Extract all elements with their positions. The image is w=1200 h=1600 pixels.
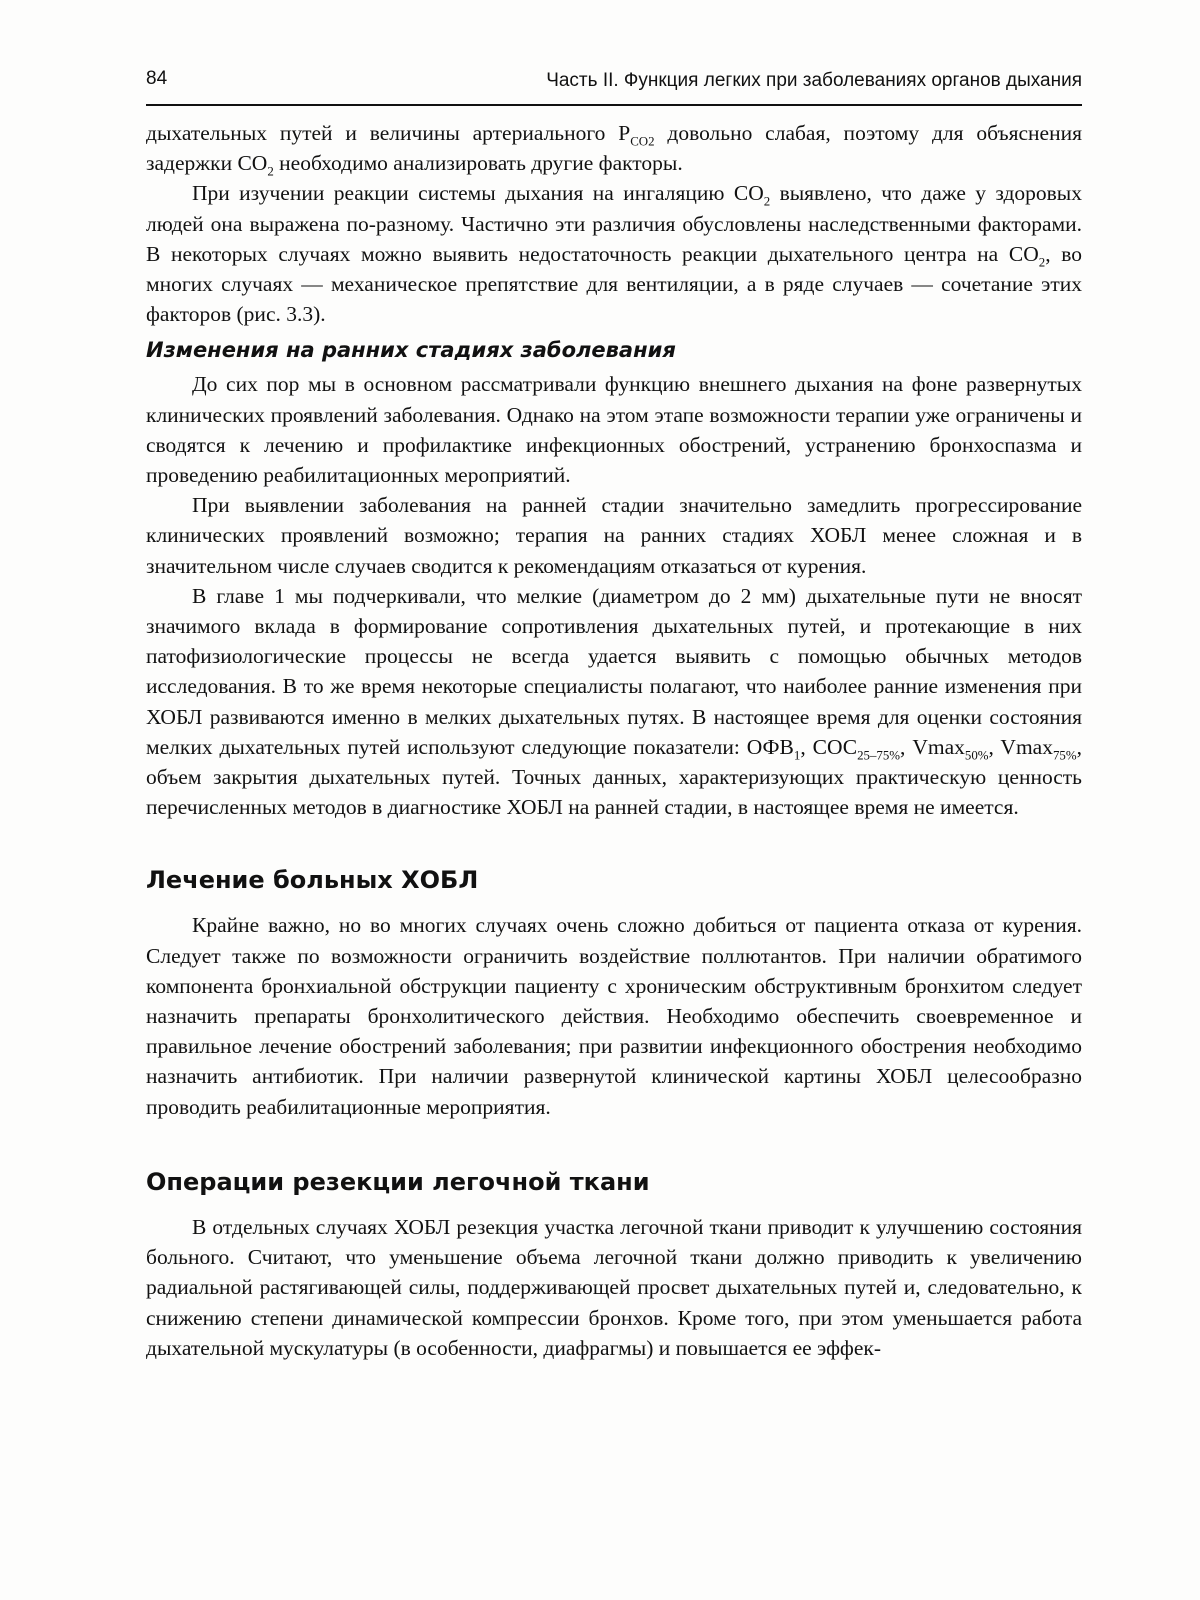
text-run: выявлено, что даже у здоровых людей она выражена по-разному. Частично эти различия обусловлены наследственными факторами. В некоторых случаях можно выявить недостаточность реакции дыхательного центра на CO — [146, 181, 1083, 266]
text-run: При изучении реакции системы дыхания на ингаляцию CO — [192, 181, 764, 206]
subscript: 2 — [267, 164, 274, 179]
paragraph-1 — [146, 118, 1082, 178]
running-title: Часть II. Функция легких при заболеваниях органов дыхания — [546, 70, 1082, 91]
text-run: , во многих случаях — механическое препятствие для вентиляции, а в ряде случаев — сочетание этих факторов (рис. 3.3). — [146, 241, 1082, 327]
text-run: дыхательных путей и величины артериального P — [146, 121, 631, 145]
text-run: В главе 1 мы подчеркивали, что мелкие (диаметром до 2 мм) дыхательные пути не вносят значимого вклада в формирование сопротивления дыхательных путей, и протекающие в них патофизиологические процессы не всегда удается выявить с помощью обычных методов исследования. В то же время некоторые специалисты полагают, что наиболее ранние изменения при ХОБЛ развиваются именно в мелких дыхательных путях. В настоящее время для оценки состояния мелких дыхательных путей используют следующие показатели: ОФВ — [146, 583, 1082, 759]
text-run: довольно слабая, поэтому для объяснения задержки CO — [146, 121, 1082, 176]
text-run: , Vmax — [900, 734, 965, 759]
paragraph-2 — [146, 178, 1082, 329]
paragraph-6: Крайне важно, но во многих случаях очень сложно добиться от пациента отказа от курения. Следует также по возможности ограничить воздействие поллютантов. При наличии обратимого компонента бронхиальной обструкции пациенту с хроническим обструктивным бронхитом следует назначить препараты бронхолитического действия. Необходимо обеспечить своевременное и правильное лечение обострений заболевания; при развитии инфекционного обострения необходимо назначить антибиотик. При наличии развернутой клинической картины ХОБЛ целесообразно проводить реабилитационные мероприятия. — [146, 913, 1082, 1119]
heading-treatment: Лечение больных ХОБЛ — [146, 866, 479, 895]
body-text — [146, 118, 1082, 1363]
page-number: 84 — [146, 68, 168, 89]
text-run: , объем закрытия дыхательных путей. Точных данных, характеризующих практическую ценность перечисленных методов в диагностике ХОБЛ на ранней стадии, в настоящее время не имеется. — [146, 734, 1082, 820]
heading-surgery: Операции резекции легочной ткани — [146, 1167, 650, 1196]
subscript: CO2 — [630, 134, 655, 149]
subscript: 50% — [964, 748, 989, 763]
text-run: необходимо анализировать другие факторы. — [273, 151, 683, 176]
subscript: 1 — [793, 748, 801, 763]
subscript: 75% — [1052, 748, 1077, 763]
paragraph-7: В отдельных случаях ХОБЛ резекция участка легочной ткани приводит к улучшению состояния больного. Считают, что уменьшение объема легочной ткани должно приводить к увеличению радиальной растягивающей силы, поддерживающей просвет дыхательных путей и, следовательно, к снижению степени динамической компрессии бронхов. Кроме того, при этом уменьшается работа дыхательной мускулатуры (в особенности, диафрагмы) и повышается ее эффек- — [146, 1214, 1082, 1360]
text-run: , Vmax — [988, 734, 1053, 759]
subscript: 2 — [1038, 255, 1046, 270]
paragraph-5 — [146, 581, 1082, 823]
heading-early-stages: Изменения на ранних стадиях заболевания — [146, 338, 676, 363]
subscript: 25–75% — [857, 748, 901, 763]
paragraph-3: До сих пор мы в основном рассматривали функцию внешнего дыхания на фоне развернутых клинических проявлений заболевания. Однако на этом этапе возможности терапии уже ограничены и сводятся к лечению и профилактике инфекционных обострений, устранению бронхоспазма и проведению реабилитационных мероприятий. — [146, 372, 1082, 488]
paragraph-4: При выявлении заболевания на ранней стадии значительно замедлить прогрессирование клинических проявлений возможно; терапия на ранних стадиях ХОБЛ менее сложная и в значительном числе случаев сводится к рекомендациям отказаться от курения. — [146, 493, 1082, 578]
subscript: 2 — [763, 194, 771, 209]
page-header — [146, 64, 1082, 106]
text-run: , СОС — [800, 734, 858, 759]
